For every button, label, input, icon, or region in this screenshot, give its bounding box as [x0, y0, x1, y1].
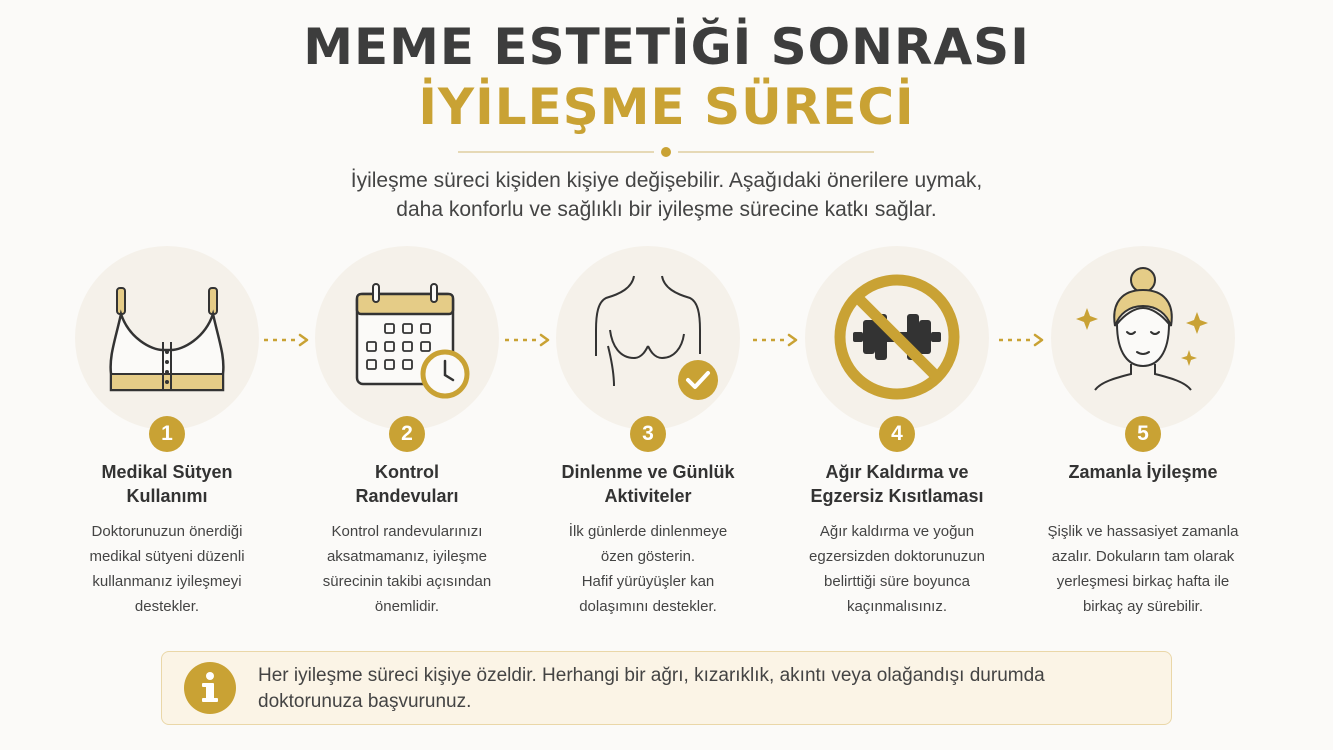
- step-title-line: Zamanla İyileşme: [1068, 462, 1218, 482]
- step-title: [1023, 460, 1263, 484]
- desc-line: kaçınmalısınız.: [846, 598, 948, 615]
- step-title-line: Medikal Sütyen: [101, 462, 233, 482]
- desc-line: destekler.: [134, 598, 200, 615]
- desc-line: Ağır kaldırma ve yoğun: [819, 523, 975, 540]
- desc-line: yerleşmesi birkaç hafta ile: [1056, 573, 1230, 590]
- step-5-illustration: [1051, 246, 1235, 430]
- desc-line: azalır. Dokuların tam olarak: [1051, 548, 1235, 565]
- desc-line: belirttiği süre boyunca: [824, 573, 970, 590]
- desc-line: İlk günlerde dinlenmeye: [568, 523, 728, 540]
- page-title: MEME ESTETİĞİ SONRASI: [303, 18, 1030, 76]
- step-4-illustration: [805, 246, 989, 430]
- step-description: [1023, 519, 1263, 619]
- desc-line: Kontrol randevularınızı: [331, 523, 483, 540]
- step-title-line: Aktiviteler: [604, 486, 692, 506]
- arrow-icon: [262, 332, 310, 348]
- info-text: [258, 663, 1148, 715]
- step-title-line: Kullanımı: [126, 486, 208, 506]
- step-title-line: Kontrol: [375, 462, 439, 482]
- intro-line-2: daha konforlu ve sağlıklı bir iyileşme sürecine katkı sağlar.: [396, 198, 937, 221]
- calendar-clock-icon: [315, 246, 499, 430]
- step-title: [47, 460, 287, 508]
- desc-line: kullanmanız iyileşmeyi: [92, 573, 242, 590]
- medical-bra-icon: [75, 246, 259, 430]
- step-title: [777, 460, 1017, 508]
- step-number: 1: [149, 416, 185, 452]
- step-title-line: Dinlenme ve Günlük: [561, 462, 735, 482]
- step-2-illustration: [315, 246, 499, 430]
- desc-line: önemlidir.: [374, 598, 440, 615]
- title-divider: [458, 145, 874, 159]
- intro-line-1: İyileşme süreci kişiden kişiye değişebilir. Aşağıdaki önerilere uymak,: [350, 169, 983, 192]
- step-3-illustration: [556, 246, 740, 430]
- woman-sparkle-icon: [1051, 246, 1235, 430]
- desc-line: sürecinin takibi açısından: [322, 573, 492, 590]
- no-dumbbell-icon: [805, 246, 989, 430]
- page-subtitle: İYİLEŞME SÜRECİ: [418, 78, 915, 136]
- desc-line: Doktorunuzun önerdiği: [91, 523, 243, 540]
- step-number: 4: [879, 416, 915, 452]
- intro-text: [0, 166, 1333, 224]
- desc-line: birkaç ay sürebilir.: [1082, 598, 1204, 615]
- step-number: 2: [389, 416, 425, 452]
- desc-line: Şişlik ve hassasiyet zamanla: [1047, 523, 1239, 540]
- step-number: 3: [630, 416, 666, 452]
- arrow-icon: [997, 332, 1045, 348]
- step-title: [528, 460, 768, 508]
- step-title-line: Egzersiz Kısıtlaması: [810, 486, 984, 506]
- desc-line: dolaşımını destekler.: [579, 598, 717, 615]
- step-title: [287, 460, 527, 508]
- step-description: [528, 519, 768, 619]
- desc-line: egzersizden doktorunuzun: [809, 548, 985, 565]
- desc-line: aksatmamanız, iyileşme: [326, 548, 488, 565]
- info-icon: [184, 662, 236, 714]
- arrow-icon: [751, 332, 799, 348]
- step-title-line: Ağır Kaldırma ve: [825, 462, 969, 482]
- step-description: [287, 519, 527, 619]
- desc-line: Hafif yürüyüşler kan: [581, 573, 715, 590]
- step-number: 5: [1125, 416, 1161, 452]
- desc-line: medikal sütyeni düzenli: [89, 548, 245, 565]
- info-note: [161, 651, 1172, 725]
- desc-line: özen gösterin.: [600, 548, 696, 565]
- step-description: [47, 519, 287, 619]
- torso-check-icon: [556, 246, 740, 430]
- info-line-1: Her iyileşme süreci kişiye özeldir. Herhangi bir ağrı, kızarıklık, akıntı veya olağandışı durumda: [258, 665, 1045, 686]
- step-description: [777, 519, 1017, 619]
- arrow-icon: [503, 332, 551, 348]
- step-title-line: Randevuları: [355, 486, 459, 506]
- step-1-illustration: [75, 246, 259, 430]
- info-line-2: doktorunuza başvurunuz.: [258, 691, 472, 712]
